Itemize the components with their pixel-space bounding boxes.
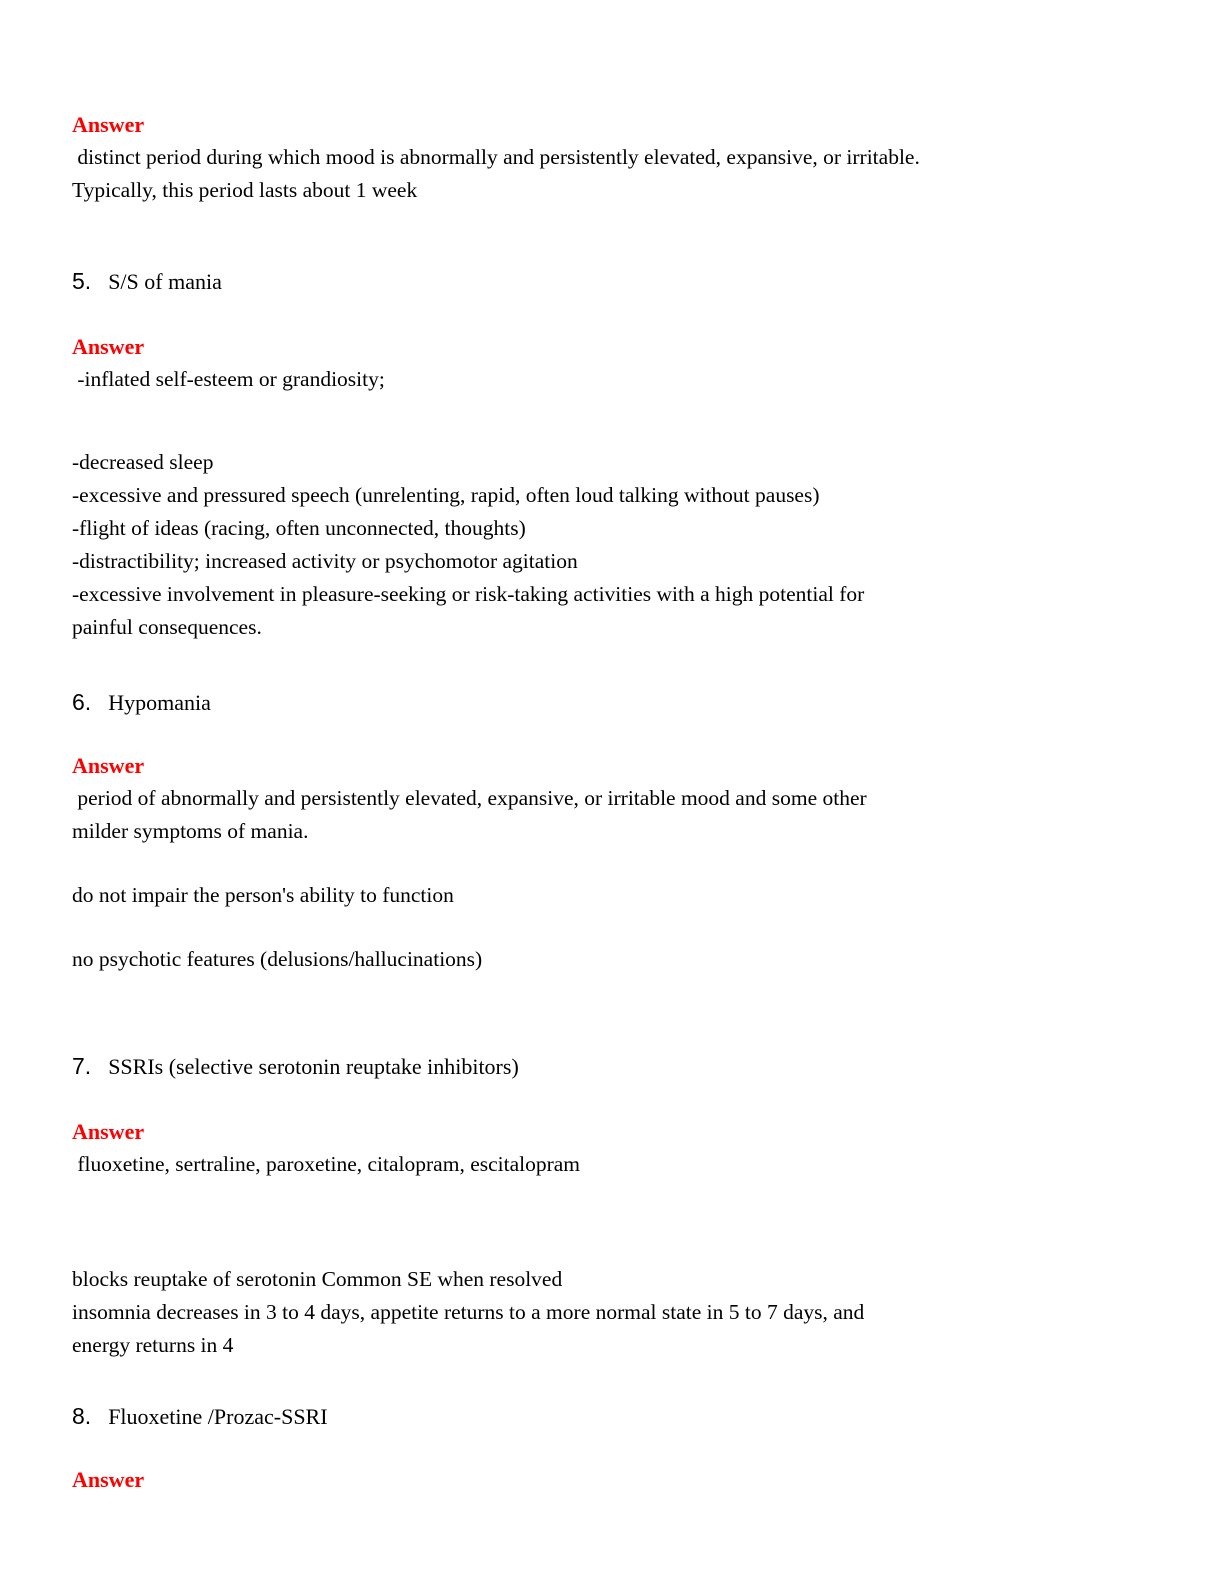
answer-paragraph — [72, 1263, 1168, 1362]
answer-bullet: -decreased sleep — [72, 450, 214, 474]
answer-bullet: -flight of ideas (racing, often unconnected, thoughts) — [72, 516, 526, 540]
answer-label: Answer — [72, 753, 145, 778]
answer-text-line: -inflated self-esteem or grandiosity; — [72, 367, 385, 391]
answer-text-line: insomnia decreases in 3 to 4 days, appetite returns to a more normal state in 5 to 7 days, and — [72, 1300, 865, 1324]
answer-block-top — [72, 108, 1168, 207]
answer-block-7 — [72, 1115, 1168, 1362]
question-text: Fluoxetine /Prozac-SSRI — [108, 1404, 328, 1429]
answer-text-line: energy returns in 4 — [72, 1333, 234, 1357]
question-6 — [72, 684, 1168, 721]
answer-label: Answer — [72, 334, 145, 359]
answer-text-line: no psychotic features (delusions/hallucinations) — [72, 947, 483, 971]
question-text: SSRIs (selective serotonin reuptake inhibitors) — [108, 1054, 519, 1079]
question-5 — [72, 263, 1168, 300]
question-text: S/S of mania — [108, 269, 222, 294]
answer-label: Answer — [72, 1467, 145, 1492]
question-number: 5. — [72, 268, 92, 294]
question-text: Hypomania — [108, 690, 211, 715]
answer-bullet: -distractibility; increased activity or psychomotor agitation — [72, 549, 578, 573]
question-number: 6. — [72, 689, 92, 715]
question-number: 7. — [72, 1053, 92, 1079]
answer-block-8 — [72, 1463, 1168, 1496]
answer-label: Answer — [72, 112, 145, 137]
answer-bullet: -excessive involvement in pleasure-seeking or risk-taking activities with a high potential for — [72, 582, 865, 606]
answer-text-line: do not impair the person's ability to function — [72, 883, 454, 907]
answer-text-line: period of abnormally and persistently elevated, expansive, or irritable mood and some other — [72, 786, 867, 810]
answer-text-line: milder symptoms of mania. — [72, 819, 309, 843]
answer-bullet: -excessive and pressured speech (unrelenting, rapid, often loud talking without pauses) — [72, 483, 820, 507]
answer-block-6 — [72, 749, 1168, 976]
answer-bullet-list — [72, 446, 1168, 644]
answer-label: Answer — [72, 1119, 145, 1144]
question-number: 8. — [72, 1403, 92, 1429]
answer-block-5 — [72, 330, 1168, 644]
answer-text-line: Typically, this period lasts about 1 week — [72, 178, 418, 202]
answer-text-line: blocks reuptake of serotonin Common SE when resolved — [72, 1267, 563, 1291]
answer-text-line: distinct period during which mood is abnormally and persistently elevated, expansive, or irritable. — [72, 145, 920, 169]
question-8 — [72, 1398, 1168, 1435]
question-7 — [72, 1048, 1168, 1085]
answer-bullet-continuation: painful consequences. — [72, 615, 262, 639]
answer-text-line: fluoxetine, sertraline, paroxetine, citalopram, escitalopram — [72, 1152, 581, 1176]
